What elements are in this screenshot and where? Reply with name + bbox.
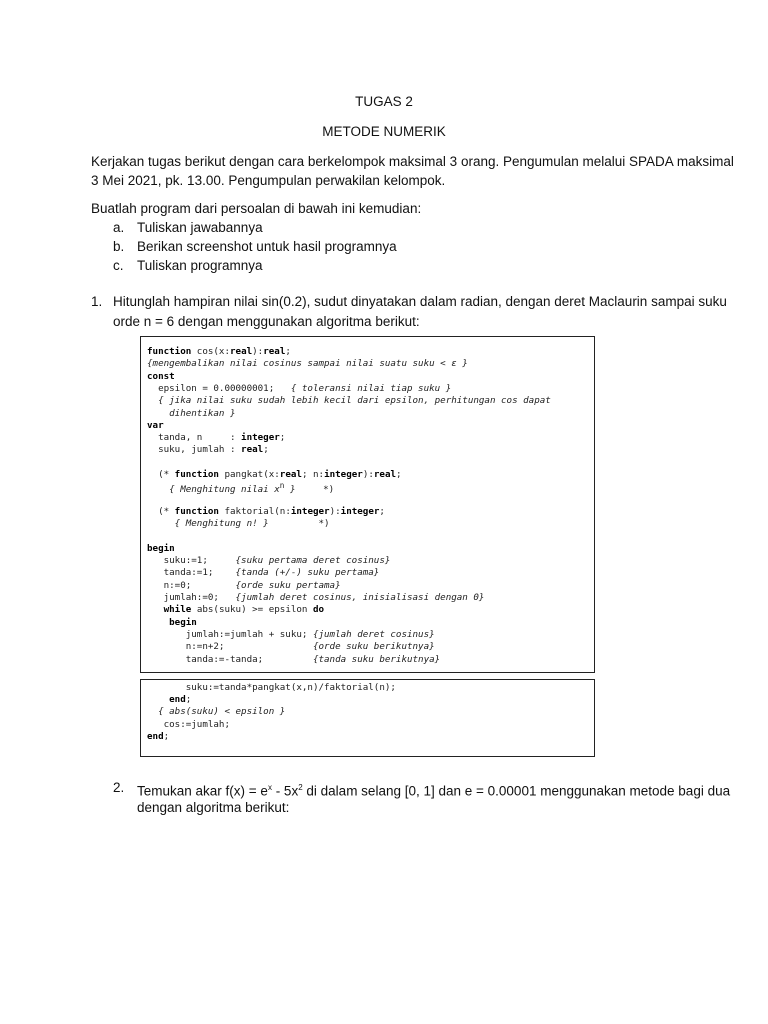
code-line: end; <box>147 730 170 742</box>
code-line: tanda, n : integer; <box>147 432 286 444</box>
code-line: end; <box>169 694 192 706</box>
code-line: {mengembalikan nilai cosinus sampai nilai suatu suku < ε } <box>147 358 468 370</box>
question-1-line-2: orde n = 6 dengan menggunakan algoritma berikut: <box>113 314 420 329</box>
code-line: var <box>147 419 164 431</box>
task-marker: b. <box>113 239 125 254</box>
code-line: begin <box>147 542 175 554</box>
code-line: epsilon = 0.00000001; { toleransi nilai tiap suku } <box>147 382 452 394</box>
code-line: tanda:=1; {tanda (+/-) suku pertama} <box>147 567 380 579</box>
question-2-line-1: Temukan akar $f(x) = e^x - 5x^2$ di dalam selang [0, 1] dan e = 0.00001 menggunakan metode bagi dua <box>137 783 731 799</box>
intro-line-1: Kerjakan tugas berikut dengan cara berkelompok maksimal 3 orang. Pengumulan melalui SPADA maksimal <box>91 154 734 169</box>
code-line: jumlah:=jumlah + suku; {jumlah deret cosinus} <box>147 628 435 640</box>
task-item: Tuliskan jawabannya <box>137 220 263 235</box>
code-line: tanda:=-tanda; {tanda suku berikutnya} <box>147 653 441 665</box>
page-subtitle: METODE NUMERIK <box>322 124 446 139</box>
code-line: { Menghitung n! } *) <box>174 518 330 530</box>
task-marker: c. <box>113 258 124 273</box>
code-line: { Menghitung nilai $x^n$ } *) <box>169 481 335 496</box>
code-line: (* function pangkat(x:real; n:integer):real; <box>147 469 402 480</box>
code-line: jumlah:=0; {jumlah deret cosinus, inisialisasi dengan 0} <box>147 592 485 603</box>
code-line: (* function faktorial(n:integer):integer; <box>147 505 385 517</box>
code-line: n:=0; {orde suku pertama} <box>147 579 341 591</box>
code-line: function cos(x:real):real; <box>147 346 291 357</box>
task-marker: a. <box>113 220 125 235</box>
code-line: suku, jumlah : real; <box>147 444 269 456</box>
page-title: TUGAS 2 <box>355 94 413 109</box>
code-line: { jika nilai suku sudah lebih kecil dari epsilon, perhitungan cos dapat <box>158 395 551 407</box>
question-1-line-1: Hitunglah hampiran nilai sin(0.2), sudut dinyatakan dalam radian, dengan deret Maclaurin sampai suku <box>113 294 727 309</box>
question-1-number: 1. <box>91 294 103 309</box>
question-2-line-2: dengan algoritma berikut: <box>137 800 290 815</box>
intro-line-2: 3 Mei 2021, pk. 13.00. Pengumpulan perwakilan kelompok. <box>91 173 446 188</box>
question-2-number: 2. <box>113 780 125 795</box>
code-line: begin <box>169 616 197 628</box>
instruction: Buatlah program dari persoalan di bawah ini kemudian: <box>91 201 422 216</box>
task-item: Tuliskan programnya <box>137 258 263 273</box>
code-line: dihentikan } <box>169 407 236 419</box>
code-line: cos:=jumlah; <box>147 718 230 730</box>
task-item: Berikan screenshot untuk hasil programnya <box>137 239 397 254</box>
code-line: suku:=tanda*pangkat(x,n)/faktorial(n); <box>147 682 396 693</box>
code-line: const <box>147 370 175 382</box>
code-line: n:=n+2; {orde suku berikutnya} <box>147 641 435 653</box>
code-line: while abs(suku) >= epsilon do <box>163 604 325 616</box>
code-block-cosine <box>140 336 595 673</box>
code-block-continuation <box>140 679 595 757</box>
code-line: suku:=1; {suku pertama deret cosinus} <box>147 555 391 567</box>
code-line: { abs(suku) < epsilon } <box>158 706 286 718</box>
